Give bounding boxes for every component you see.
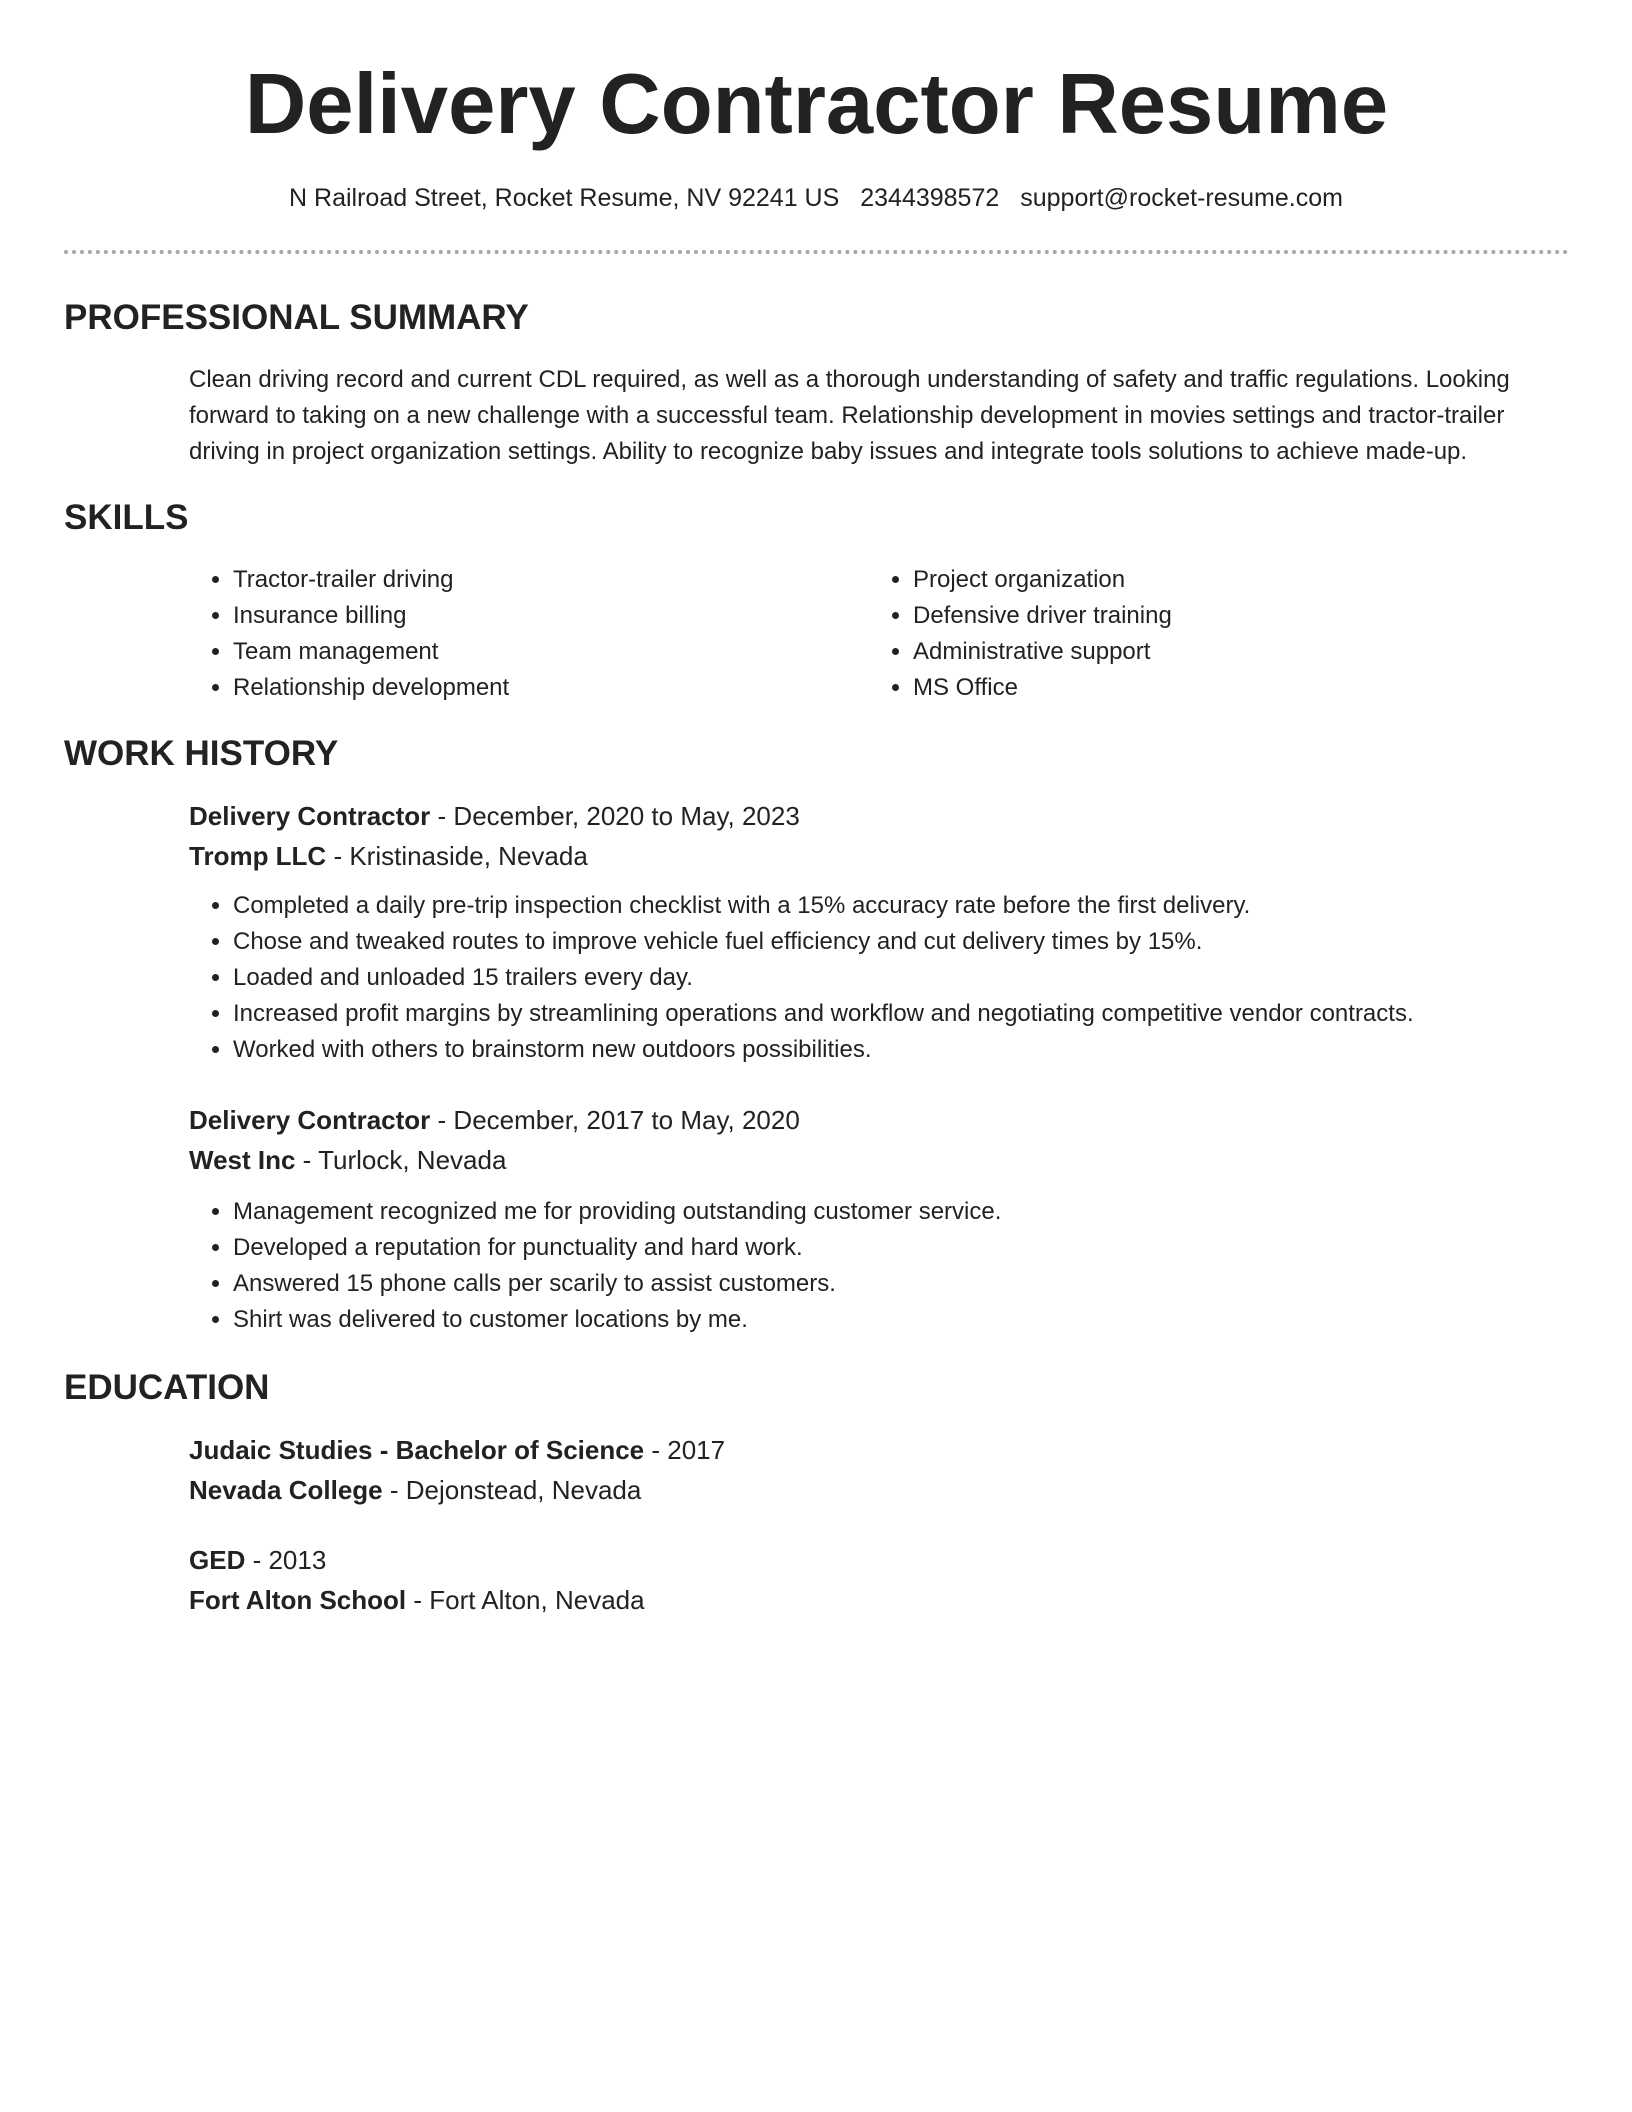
job-bullet: • Completed a daily pre-trip inspection checklist with a 15% accuracy rate before the first delivery. bbox=[233, 888, 1569, 924]
education-school: Nevada College bbox=[189, 1475, 383, 1505]
skills-list-right bbox=[869, 562, 1549, 706]
skill-item: • Defensive driver training bbox=[913, 598, 1549, 634]
education-school-line bbox=[189, 1580, 1569, 1620]
job-entry-2 bbox=[189, 1100, 1569, 1338]
contact-email: support@rocket-resume.com bbox=[1020, 184, 1343, 212]
skill-item: • Tractor-trailer driving bbox=[233, 562, 869, 598]
job-dates: - December, 2017 to May, 2020 bbox=[430, 1105, 800, 1135]
education-year: - 2017 bbox=[644, 1435, 726, 1465]
job-company-line bbox=[189, 836, 1569, 876]
education-school: Fort Alton School bbox=[189, 1585, 407, 1615]
summary-section bbox=[189, 362, 1569, 470]
skills-heading: SKILLS bbox=[64, 498, 189, 537]
job-bullet: • Management recognized me for providing outstanding customer service. bbox=[233, 1194, 1569, 1230]
header-divider bbox=[64, 250, 1569, 254]
education-location: - Dejonstead, Nevada bbox=[382, 1475, 642, 1505]
contact-phone: 2344398572 bbox=[860, 184, 1000, 212]
job-location: - Turlock, Nevada bbox=[295, 1145, 507, 1175]
contact-address: N Railroad Street, Rocket Resume, NV 92241 US bbox=[289, 184, 840, 212]
skills-list-left bbox=[189, 562, 869, 706]
job-role: Delivery Contractor bbox=[189, 801, 431, 831]
education-location: - Fort Alton, Nevada bbox=[406, 1585, 645, 1615]
education-degree-line bbox=[189, 1430, 1569, 1470]
education-school-line bbox=[189, 1470, 1569, 1510]
job-bullets bbox=[189, 888, 1569, 1068]
job-bullet: • Loaded and unloaded 15 trailers every day. bbox=[233, 960, 1569, 996]
education-degree: GED bbox=[189, 1545, 246, 1575]
job-title-line bbox=[189, 1100, 1569, 1140]
education-degree-line bbox=[189, 1540, 1569, 1580]
education-entry-2 bbox=[189, 1540, 1569, 1620]
job-bullet: • Developed a reputation for punctuality and hard work. bbox=[233, 1230, 1569, 1266]
work-heading: WORK HISTORY bbox=[64, 734, 339, 773]
resume-title: Delivery Contractor Resume bbox=[244, 57, 1389, 152]
skill-item: • MS Office bbox=[913, 670, 1549, 706]
job-company: West Inc bbox=[189, 1145, 296, 1175]
job-bullets bbox=[189, 1194, 1569, 1338]
skills-section bbox=[189, 562, 1569, 706]
job-location: - Kristinaside, Nevada bbox=[326, 841, 588, 871]
education-year: - 2013 bbox=[245, 1545, 327, 1575]
job-role: Delivery Contractor bbox=[189, 1105, 431, 1135]
skill-item: • Relationship development bbox=[233, 670, 869, 706]
education-degree: Judaic Studies - Bachelor of Science bbox=[189, 1435, 645, 1465]
job-dates: - December, 2020 to May, 2023 bbox=[430, 801, 800, 831]
education-heading: EDUCATION bbox=[64, 1368, 270, 1407]
job-bullet: • Increased profit margins by streamlining operations and workflow and negotiating competitive vendor contracts. bbox=[233, 996, 1569, 1032]
job-bullet: • Chose and tweaked routes to improve vehicle fuel efficiency and cut delivery times by 15%. bbox=[233, 924, 1569, 960]
skill-item: • Project organization bbox=[913, 562, 1549, 598]
job-company-line bbox=[189, 1140, 1569, 1180]
contact-line bbox=[0, 180, 1632, 216]
job-company: Tromp LLC bbox=[189, 841, 327, 871]
education-entry-1 bbox=[189, 1430, 1569, 1510]
skill-item: • Insurance billing bbox=[233, 598, 869, 634]
summary-heading: PROFESSIONAL SUMMARY bbox=[64, 298, 529, 337]
skill-item: • Team management bbox=[233, 634, 869, 670]
summary-text: Clean driving record and current CDL required, as well as a thorough understanding of safety and traffic regulations. Looking forward to taking on a new challenge with a successful team. Relationship development in movies settings and tractor-trailer driving in project organization settings. Ability to recognize baby issues and integrate tools solutions to achieve made-up. bbox=[189, 366, 1510, 465]
job-bullet: • Shirt was delivered to customer locations by me. bbox=[233, 1302, 1569, 1338]
job-title-line bbox=[189, 796, 1569, 836]
job-entry-1 bbox=[189, 796, 1569, 1068]
job-bullet: • Worked with others to brainstorm new outdoors possibilities. bbox=[233, 1032, 1569, 1068]
job-bullet: • Answered 15 phone calls per scarily to assist customers. bbox=[233, 1266, 1569, 1302]
skill-item: • Administrative support bbox=[913, 634, 1549, 670]
